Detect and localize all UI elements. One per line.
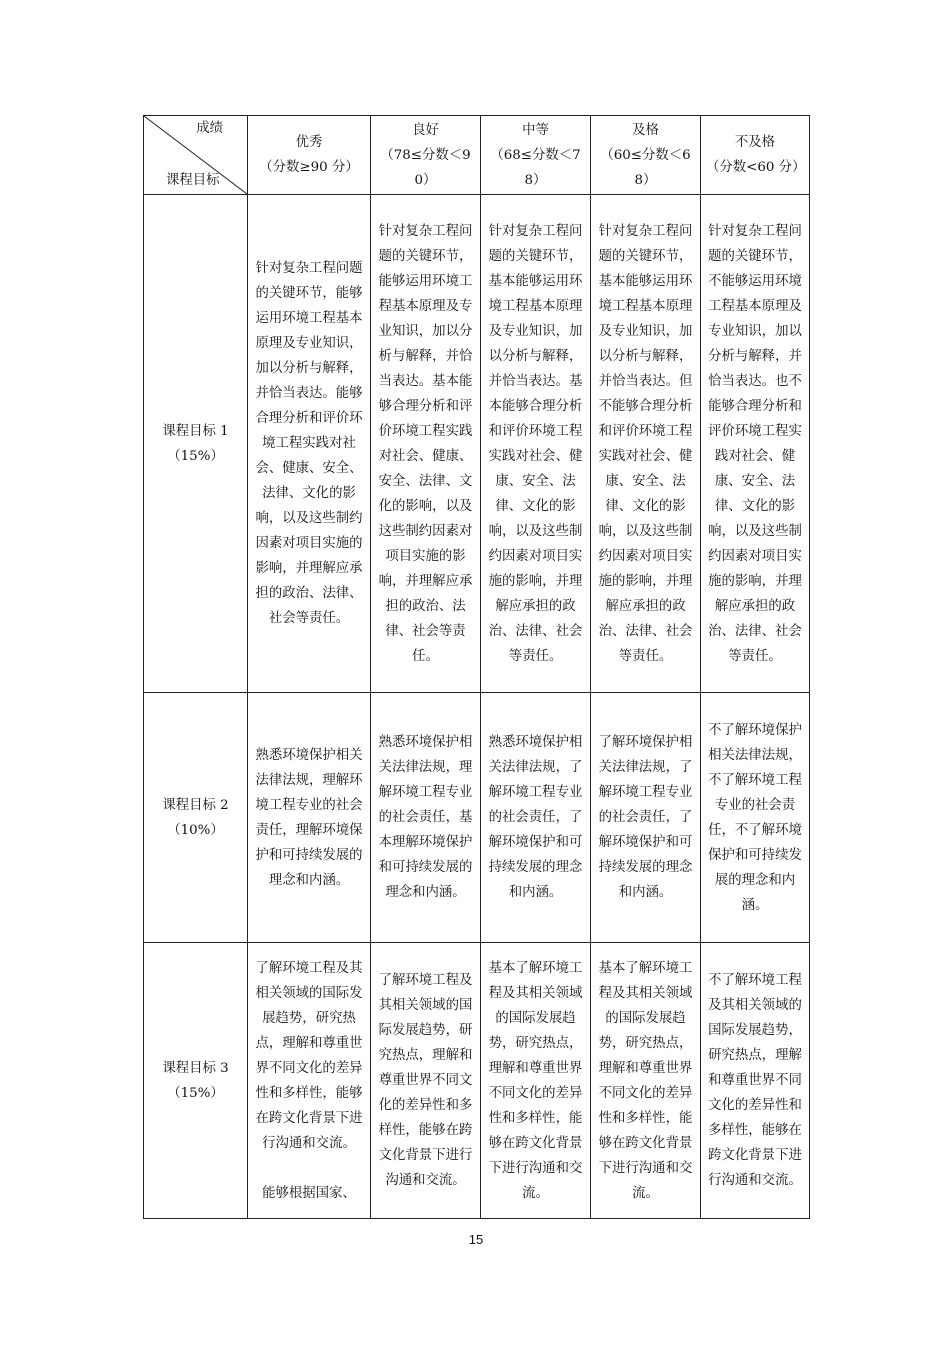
table-row xyxy=(144,943,810,1219)
criteria-continuation: 能够根据国家、 xyxy=(262,1185,356,1201)
corner-goal-label: 课程目标 xyxy=(166,173,220,188)
criteria-cell: 针对复杂工程问题的关键环节，能够运用环境工程基本原理及专业知识，加以分析与解释，并恰当表达。基本能够合理分析和评价环境工程实践对社会、健康、安全、法律、文化的影响，以及这些制约因素对项目实施的影响，并理解应承担的政治、法律、社会等责任。 xyxy=(371,195,481,693)
header-name: 中等 xyxy=(522,122,549,138)
header-name: 优秀 xyxy=(295,135,323,150)
goal-weight: （15%） xyxy=(167,448,224,464)
table-row xyxy=(144,693,810,943)
header-name: 及格 xyxy=(632,122,659,138)
criteria-cell: 基本了解环境工程及其相关领域的国际发展趋势，研究热点，理解和尊重世界不同文化的差异性和多样性，能够在跨文化背景下进行沟通和交流。 xyxy=(481,943,591,1219)
criteria-cell: 了解环境工程及其相关领域的国际发展趋势，研究热点，理解和尊重世界不同文化的差异性和多样性，能够在跨文化背景下进行沟通和交流。 xyxy=(371,943,481,1219)
criteria-cell: 针对复杂工程问题的关键环节，基本能够运用环境工程基本原理及专业知识，加以分析与解释，并恰当表达。但不能够合理分析和评价环境工程实践对社会、健康、安全、法律、文化的影响，以及这些制约因素对项目实施的影响，并理解应承担的政治、法律、社会等责任。 xyxy=(591,195,701,693)
criteria-cell: 熟悉环境保护相关法律法规，理解环境工程专业的社会责任，基本理解环境保护和可持续发展的理念和内涵。 xyxy=(371,693,481,943)
page-number: 15 xyxy=(468,1232,484,1247)
criteria-cell: 熟悉环境保护相关法律法规，了解环境工程专业的社会责任，了解环境保护和可持续发展的理念和内涵。 xyxy=(481,693,591,943)
header-good xyxy=(371,116,481,195)
goal-name: 课程目标 2 xyxy=(162,797,229,813)
goal-name: 课程目标 3 xyxy=(162,1060,229,1076)
criteria-cell: 针对复杂工程问题的关键环节，不能够运用环境工程基本原理及专业知识，加以分析与解释，并恰当表达。也不能够合理分析和评价环境工程实践对社会、健康、安全、法律、文化的影响，以及这些制约因素对项目实施的影响，并理解应承担的政治、法律、社会等责任。 xyxy=(701,195,810,693)
criteria-cell: 了解环境保护相关法律法规，了解环境工程专业的社会责任，了解环境保护和可持续发展的理念和内涵。 xyxy=(591,693,701,943)
header-name: 不及格 xyxy=(734,135,776,150)
header-fail xyxy=(701,116,810,195)
header-range: （分数≥90 分） xyxy=(259,160,359,175)
corner-grade-label: 成绩 xyxy=(196,121,223,136)
header-range: （60≤分数＜68） xyxy=(600,147,691,188)
header-pass xyxy=(591,116,701,195)
grading-table xyxy=(143,115,810,1219)
corner-header-cell xyxy=(144,116,248,195)
criteria-cell xyxy=(248,943,371,1219)
table-row xyxy=(144,195,810,693)
criteria-cell: 针对复杂工程问题的关键环节，能够运用环境工程基本原理及专业知识，加以分析与解释，并恰当表达。能够合理分析和评价环境工程实践对社会、健康、安全、法律、文化的影响，以及这些制约因素对项目实施的影响，并理解应承担的政治、法律、社会等责任。 xyxy=(248,195,371,693)
criteria-cell: 不了解环境工程及其相关领域的国际发展趋势，研究热点，理解和尊重世界不同文化的差异性和多样性，能够在跨文化背景下进行沟通和交流。 xyxy=(701,943,810,1219)
paragraph-gap xyxy=(253,1156,365,1181)
header-range: （68≤分数＜78） xyxy=(490,147,581,188)
criteria-cell: 不了解环境保护相关法律法规，不了解环境工程专业的社会责任，不了解环境保护和可持续发展的理念和内涵。 xyxy=(701,693,810,943)
criteria-text: 了解环境工程及其相关领域的国际发展趋势，研究热点，理解和尊重世界不同文化的差异性和多样性，能够在跨文化背景下进行沟通和交流。 xyxy=(255,960,363,1151)
goal-name: 课程目标 1 xyxy=(162,423,229,439)
criteria-cell: 针对复杂工程问题的关键环节，基本能够运用环境工程基本原理及专业知识，加以分析与解释，并恰当表达。基本能够合理分析和评价环境工程实践对社会、健康、安全、法律、文化的影响，以及这些制约因素对项目实施的影响，并理解应承担的政治、法律、社会等责任。 xyxy=(481,195,591,693)
header-range: （78≤分数＜90） xyxy=(380,147,471,188)
header-excellent xyxy=(248,116,371,195)
goal-cell xyxy=(144,943,248,1219)
header-row xyxy=(144,116,810,195)
header-range: （分数<60 分） xyxy=(706,160,806,175)
header-medium xyxy=(481,116,591,195)
criteria-cell: 基本了解环境工程及其相关领域的国际发展趋势，研究热点，理解和尊重世界不同文化的差异性和多样性，能够在跨文化背景下进行沟通和交流。 xyxy=(591,943,701,1219)
goal-cell xyxy=(144,693,248,943)
goal-weight: （10%） xyxy=(167,822,224,838)
criteria-cell: 熟悉环境保护相关法律法规，理解环境工程专业的社会责任，理解环境保护和可持续发展的理念和内涵。 xyxy=(248,693,371,943)
goal-weight: （15%） xyxy=(167,1085,224,1101)
goal-cell xyxy=(144,195,248,693)
header-name: 良好 xyxy=(412,122,439,138)
